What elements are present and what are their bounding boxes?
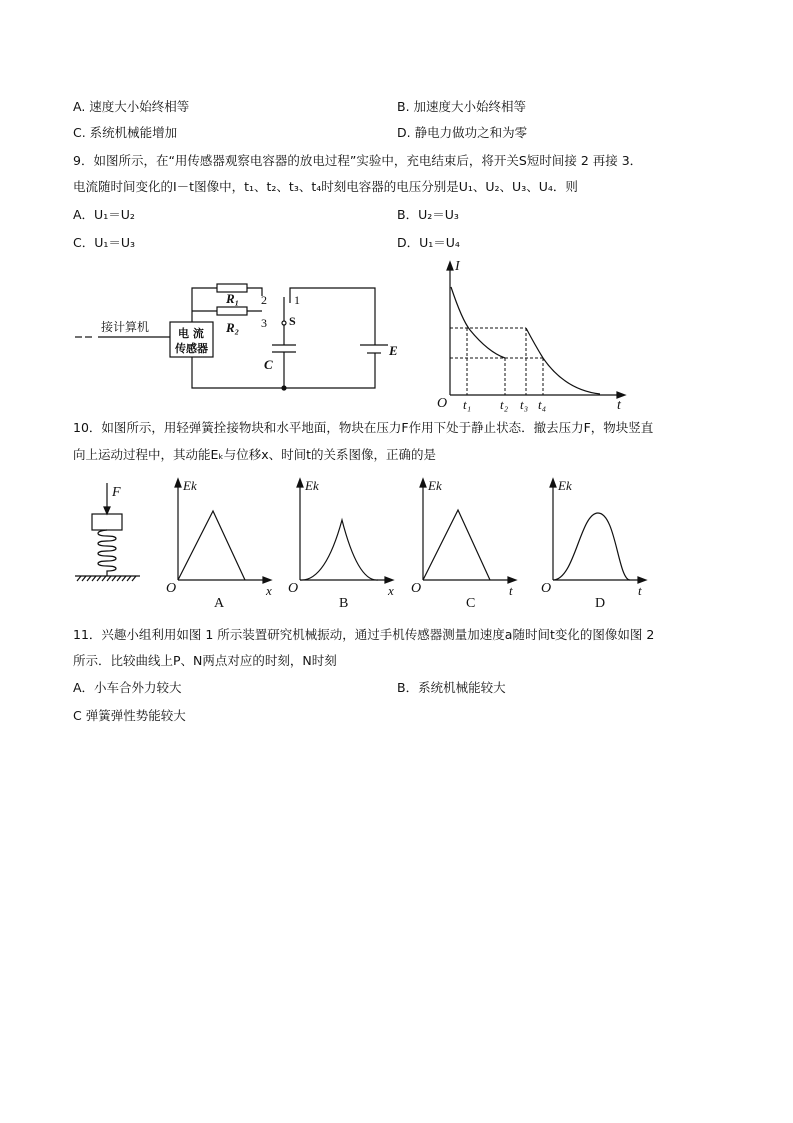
- graph-c-ylabel: Ek: [428, 478, 442, 493]
- q9-stem-line2: 电流随时间变化的I－t图像中，t₁、t₂、t₃、t₄时刻电容器的电压分别是U₁、U₂、U₃、U₄．则: [73, 179, 578, 194]
- q8-option-a: A. 速度大小始终相等: [73, 99, 190, 114]
- graph-c-origin: O: [411, 581, 422, 596]
- q11-option-c: C 弹簧弹性势能较大: [73, 708, 186, 723]
- graph-d: [550, 479, 646, 583]
- spring-block-figure: [75, 483, 140, 581]
- q8-option-d: D. 静电力做功之和为零: [397, 125, 528, 140]
- tick-t2: t₂: [500, 397, 509, 412]
- graph-a: [175, 479, 271, 583]
- sensor-label-1: 电 流: [178, 327, 204, 340]
- r2-label: R₂: [226, 320, 240, 335]
- graph-c-label: C: [466, 596, 476, 611]
- contact-3-label: 3: [261, 316, 267, 330]
- q11-stem-line1: 11．兴趣小组利用如图 1 所示装置研究机械振动，通过手机传感器测量加速度a随时间t变化的图像如图 2: [73, 627, 655, 642]
- q10-stem-line2: 向上运动过程中，其动能Eₖ与位移x、时间t的关系图像，正确的是: [73, 447, 437, 462]
- graph-d-label: D: [595, 596, 606, 611]
- graph-b-origin: O: [288, 581, 299, 596]
- q11-option-a: A．小车合外力较大: [73, 680, 182, 695]
- graph-b-label: B: [339, 596, 349, 611]
- t-axis-label: t: [617, 398, 621, 413]
- graph-b-ylabel: Ek: [305, 478, 319, 493]
- contact-1-label: 1: [294, 293, 300, 307]
- capacitor-label: C: [264, 357, 273, 372]
- q8-option-c: C. 系统机械能增加: [73, 125, 178, 140]
- battery-label: E: [389, 343, 398, 358]
- q8-option-b: B. 加速度大小始终相等: [397, 99, 527, 114]
- q9-stem-line1: 9．如图所示，在“用传感器观察电容器的放电过程”实验中，充电结束后，将开关S短时间接 2 再接 3．: [73, 153, 643, 168]
- sensor-label-2: 传感器: [175, 342, 208, 355]
- contact-2-label: 2: [261, 293, 267, 307]
- q11-option-b: B．系统机械能较大: [397, 680, 506, 695]
- q9-option-b: B．U₂＝U₃: [397, 207, 459, 222]
- q11-stem-line2: 所示．比较曲线上P、N两点对应的时刻，N时刻: [73, 653, 337, 668]
- tick-t1: t₁: [463, 397, 472, 412]
- graph-a-ylabel: Ek: [183, 478, 197, 493]
- graph-a-xlabel: x: [266, 583, 272, 598]
- graph-c: [420, 479, 516, 583]
- q9-option-c: C．U₁＝U₃: [73, 235, 136, 250]
- q9-option-a: A．U₁＝U₂: [73, 207, 135, 222]
- graph-a-label: A: [214, 596, 225, 611]
- switch-label: S: [289, 314, 296, 328]
- i-axis-label: I: [455, 259, 460, 274]
- tick-t3: t₃: [520, 397, 529, 412]
- graph-c-xlabel: t: [509, 583, 513, 598]
- tick-t4: t₄: [538, 397, 547, 412]
- graph-d-origin: O: [541, 581, 552, 596]
- graph-d-xlabel: t: [638, 583, 642, 598]
- graph-b-xlabel: x: [388, 583, 394, 598]
- graph-b: [297, 479, 393, 583]
- force-label: F: [112, 485, 121, 500]
- graph-a-origin: O: [166, 581, 177, 596]
- q10-stem-line1: 10．如图所示，用轻弹簧拴接物块和水平地面，物块在压力F作用下处于静止状态．撤去压力F，物块竖直: [73, 420, 654, 435]
- r1-label: R₁: [226, 291, 240, 306]
- q9-option-d: D．U₁＝U₄: [397, 235, 460, 250]
- computer-label: 接计算机: [101, 320, 150, 334]
- origin-label: O: [437, 396, 448, 411]
- graph-d-ylabel: Ek: [558, 478, 572, 493]
